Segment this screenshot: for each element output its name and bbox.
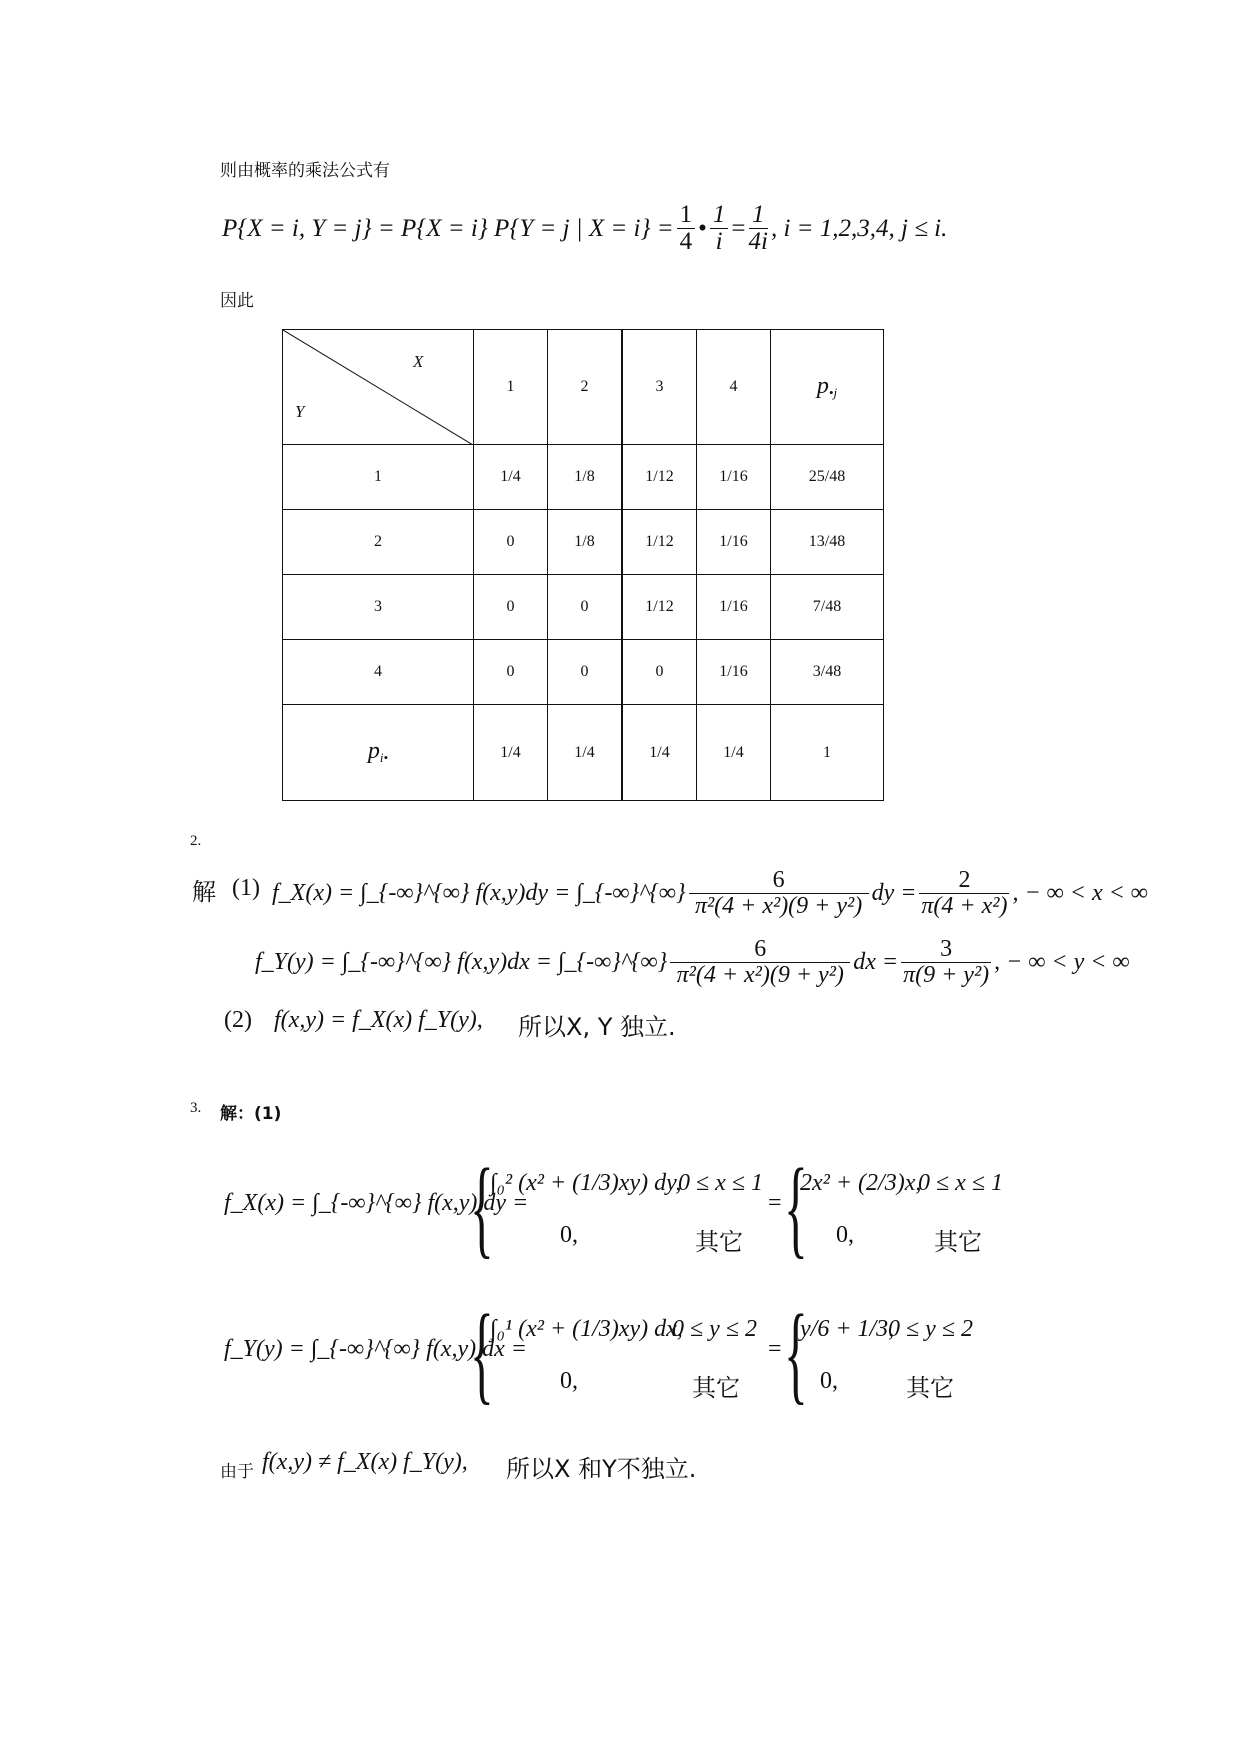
q3-fx-res-cond2: 其它 (934, 1228, 982, 1256)
left-brace-icon: { (784, 1292, 808, 1414)
bottom-label: $p_{i•}$ (283, 705, 474, 801)
q3-fy-cond1: 0 ≤ y ≤ 2 (672, 1316, 757, 1342)
bottom-cell: 1/4 (474, 705, 548, 801)
q3-fx-res1: 2x² + (2/3)x, (800, 1170, 922, 1196)
q2-fy-range: , − ∞ < y < ∞ (994, 949, 1130, 976)
q2-fx-fraction: $\frac{6}{\text{π²(4 + x²)(9 + y²)}}$ (689, 868, 869, 919)
q3-fx-case1: ∫₀² (x² + (1/3)xy) dy, (490, 1170, 682, 1196)
row-label: 2 (283, 510, 474, 575)
table-cell: 1/8 (548, 510, 623, 575)
table-cell: 1/16 (697, 575, 771, 640)
formula-lhs: P{X = i, Y = j} = P{X = i} P{Y = j | X = i} = (222, 214, 674, 242)
bottom-cell: 1/4 (548, 705, 623, 801)
table-cell: 1/4 (474, 445, 548, 510)
q3-fx-res2: 0, (836, 1222, 854, 1248)
q3-fx-cond2: 其它 (695, 1228, 743, 1256)
table-cell: 1/8 (548, 445, 623, 510)
intro-text: 则由概率的乘法公式有 (220, 161, 390, 181)
fraction-one-over-4i: $\frac{1}{4i}$ (748, 201, 768, 256)
col-header: 2 (548, 330, 623, 445)
table-row (283, 445, 884, 510)
q2-fx-lhs: f_X(x) = ∫_{-∞}^{∞} f(x,y)dy = ∫_{-∞}^{∞} (272, 880, 686, 907)
q3-fy-case2: 0, (560, 1368, 578, 1394)
q2-part2: (2) (224, 1007, 252, 1033)
col-header: 3 (622, 330, 697, 445)
q3-solve-label: 解：(1) (220, 1104, 282, 1124)
equals-sign: = (768, 1190, 782, 1216)
q3-since-label: 由于 (220, 1462, 254, 1482)
table-cell: 1/16 (697, 510, 771, 575)
table-cell: 0 (474, 640, 548, 705)
q2-fx-result: $\frac{2}{\text{π(4 + x²)}}$ (921, 867, 1008, 920)
joint-distribution-table (282, 329, 884, 801)
q3-fx-case2: 0, (560, 1222, 578, 1248)
q2-fy-equation (255, 937, 1130, 988)
q3-fy-case1: ∫₀¹ (x² + (1/3)xy) dx, (490, 1316, 683, 1342)
table-cell: 0 (474, 575, 548, 640)
q2-fx-equation (272, 868, 1148, 919)
left-brace-icon: { (470, 1146, 494, 1268)
equals-sign: = (768, 1336, 782, 1362)
formula-rest: , i = 1,2,3,4, j ≤ i. (770, 214, 948, 242)
q2-number: 2. (190, 833, 202, 849)
col-header: 1 (474, 330, 548, 445)
corner-cell (283, 330, 474, 445)
table-cell: 1/12 (622, 510, 697, 575)
q2-solve-label: 解 (192, 878, 216, 906)
q3-conclusion: 所以X 和Y不独立. (506, 1455, 697, 1483)
fraction-one-over-i: $\frac{1}{i}$ (710, 202, 729, 256)
bottom-cell: 1/4 (622, 705, 697, 801)
table-cell: 1/12 (622, 445, 697, 510)
row-total: 13/48 (771, 510, 884, 575)
row-label: 4 (283, 640, 474, 705)
q2-fy-result: $\frac{3}{\text{π(9 + y²)}}$ (903, 936, 990, 989)
row-total: 7/48 (771, 575, 884, 640)
q2-part1: (1) (232, 875, 260, 901)
col-header: 4 (697, 330, 771, 445)
q3-fx-res-cond1: 0 ≤ x ≤ 1 (918, 1170, 1003, 1196)
row-label: 1 (283, 445, 474, 510)
table-header-row (283, 330, 884, 445)
table-cell: 0 (548, 575, 623, 640)
bottom-cell: 1/4 (697, 705, 771, 801)
q3-fy-res2: 0, (820, 1368, 838, 1394)
q2-part2-conclusion: 所以X, Y 独立. (518, 1013, 676, 1041)
table-row (283, 640, 884, 705)
col-total-header: $p_{•j}$ (771, 330, 884, 445)
fraction-one-quarter: $\frac{1}{4}$ (677, 202, 696, 256)
left-brace-icon: { (470, 1292, 494, 1414)
q2-fy-fraction: $\frac{6}{\text{π²(4 + x²)(9 + y²)}}$ (670, 937, 850, 988)
corner-y-label: Y (295, 402, 305, 421)
bottom-total: 1 (771, 705, 884, 801)
table-row (283, 510, 884, 575)
q3-fx-cond1: 0 ≤ x ≤ 1 (678, 1170, 763, 1196)
q3-fy-res-cond2: 其它 (906, 1374, 954, 1402)
diagonal-line (283, 330, 473, 445)
q3-fy-lhs: f_Y(y) = ∫_{-∞}^{∞} f(x,y) dx = (224, 1336, 527, 1362)
table-cell: 0 (474, 510, 548, 575)
therefore-text: 因此 (220, 291, 254, 311)
q3-fy-res1: y/6 + 1/3, (800, 1316, 895, 1342)
q2-fx-dy: dy = (871, 880, 917, 907)
q3-fx-lhs: f_X(x) = ∫_{-∞}^{∞} f(x,y) dy = (224, 1190, 529, 1216)
row-total: 3/48 (771, 640, 884, 705)
table-cell: 1/16 (697, 445, 771, 510)
table-bottom-row (283, 705, 884, 801)
q3-fy-res-cond1: 0 ≤ y ≤ 2 (888, 1316, 973, 1342)
row-label: 3 (283, 575, 474, 640)
q3-number: 3. (190, 1100, 202, 1116)
corner-x-label: X (413, 352, 424, 371)
left-brace-icon: { (784, 1146, 808, 1268)
row-total: 25/48 (771, 445, 884, 510)
q2-part2-equation: f(x,y) = f_X(x) f_Y(y), (274, 1007, 483, 1033)
product-formula: P{X = i, Y = j} = P{X = i} P{Y = j | X = i} = $\frac{1}{4}$ • $\frac{1}{i}$ = $\frac{1}{4i}$ , i = 1,2,3,4, j ≤ i. (222, 201, 948, 256)
table-cell: 1/12 (622, 575, 697, 640)
q2-fx-range: , − ∞ < x < ∞ (1012, 880, 1148, 907)
q3-fy-cond2: 其它 (692, 1374, 740, 1402)
q2-fy-lhs: f_Y(y) = ∫_{-∞}^{∞} f(x,y)dx = ∫_{-∞}^{∞} (255, 949, 668, 976)
q3-since-equation: f(x,y) ≠ f_X(x) f_Y(y), (262, 1449, 468, 1475)
table-cell: 0 (622, 640, 697, 705)
table-cell: 1/16 (697, 640, 771, 705)
q2-fy-dx: dx = (853, 949, 899, 976)
table-cell: 0 (548, 640, 623, 705)
table-row (283, 575, 884, 640)
